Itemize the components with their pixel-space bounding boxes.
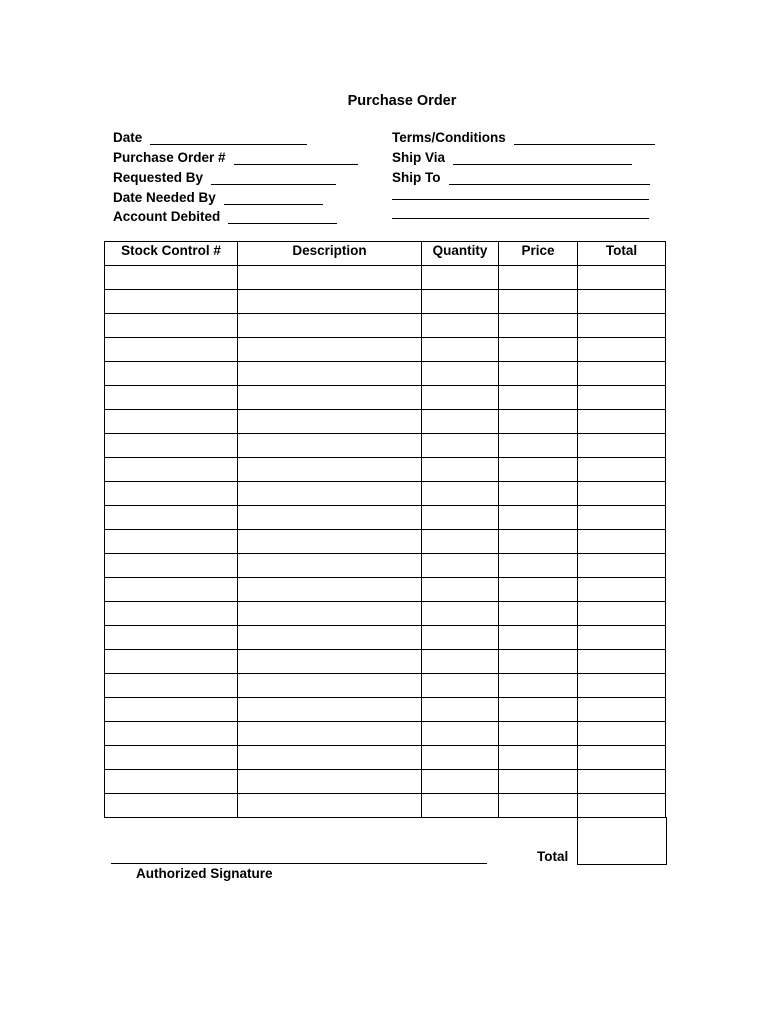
- ship-to-line-3[interactable]: [392, 218, 649, 219]
- total-cell[interactable]: [578, 794, 666, 818]
- header-total: Total: [578, 242, 666, 266]
- table-row: [105, 794, 666, 818]
- stock-control-cell[interactable]: [105, 506, 238, 530]
- description-cell[interactable]: [238, 626, 422, 650]
- quantity-cell[interactable]: [422, 722, 499, 746]
- description-cell[interactable]: [238, 482, 422, 506]
- price-cell[interactable]: [499, 482, 578, 506]
- requested-by-field[interactable]: [113, 167, 336, 185]
- stock-control-cell[interactable]: [105, 458, 238, 482]
- date-blank[interactable]: [150, 133, 307, 145]
- requested-by-label: Requested By: [113, 170, 204, 185]
- ship-via-field[interactable]: [392, 147, 632, 165]
- account-debited-label: Account Debited: [113, 209, 221, 224]
- description-cell[interactable]: [238, 338, 422, 362]
- purchase-order-number-label: Purchase Order #: [113, 150, 226, 165]
- account-debited-blank[interactable]: [228, 212, 337, 224]
- description-cell[interactable]: [238, 674, 422, 698]
- stock-control-cell[interactable]: [105, 362, 238, 386]
- table-row: [105, 626, 666, 650]
- table-row: [105, 362, 666, 386]
- description-cell[interactable]: [238, 410, 422, 434]
- quantity-cell[interactable]: [422, 386, 499, 410]
- price-cell[interactable]: [499, 770, 578, 794]
- table-row: [105, 746, 666, 770]
- quantity-cell[interactable]: [422, 314, 499, 338]
- table-header-row: [105, 242, 666, 266]
- description-cell[interactable]: [238, 554, 422, 578]
- table-row: [105, 650, 666, 674]
- total-cell[interactable]: [578, 770, 666, 794]
- quantity-cell[interactable]: [422, 554, 499, 578]
- total-cell[interactable]: [578, 290, 666, 314]
- date-needed-by-label: Date Needed By: [113, 190, 216, 205]
- price-cell[interactable]: [499, 434, 578, 458]
- stock-control-cell[interactable]: [105, 698, 238, 722]
- total-cell[interactable]: [578, 386, 666, 410]
- description-cell[interactable]: [238, 746, 422, 770]
- signature-label: Authorized Signature: [136, 866, 273, 881]
- quantity-cell[interactable]: [422, 410, 499, 434]
- total-cell[interactable]: [578, 482, 666, 506]
- price-cell[interactable]: [499, 338, 578, 362]
- date-needed-by-field[interactable]: [113, 187, 323, 205]
- quantity-cell[interactable]: [422, 362, 499, 386]
- stock-control-cell[interactable]: [105, 386, 238, 410]
- description-cell[interactable]: [238, 266, 422, 290]
- quantity-cell[interactable]: [422, 650, 499, 674]
- total-cell[interactable]: [578, 746, 666, 770]
- table-row: [105, 458, 666, 482]
- description-cell[interactable]: [238, 314, 422, 338]
- signature-line[interactable]: [111, 863, 487, 864]
- description-cell[interactable]: [238, 434, 422, 458]
- quantity-cell[interactable]: [422, 602, 499, 626]
- price-cell[interactable]: [499, 410, 578, 434]
- table-body: [105, 266, 666, 818]
- quantity-cell[interactable]: [422, 674, 499, 698]
- total-cell[interactable]: [578, 698, 666, 722]
- table-row: [105, 434, 666, 458]
- total-cell[interactable]: [578, 338, 666, 362]
- price-cell[interactable]: [499, 266, 578, 290]
- quantity-cell[interactable]: [422, 482, 499, 506]
- total-cell[interactable]: [578, 650, 666, 674]
- description-cell[interactable]: [238, 578, 422, 602]
- date-label: Date: [113, 130, 143, 145]
- ship-via-blank[interactable]: [453, 153, 632, 165]
- quantity-cell[interactable]: [422, 530, 499, 554]
- price-cell[interactable]: [499, 506, 578, 530]
- description-cell[interactable]: [238, 722, 422, 746]
- stock-control-cell[interactable]: [105, 746, 238, 770]
- price-cell[interactable]: [499, 578, 578, 602]
- date-field[interactable]: [113, 127, 307, 145]
- stock-control-cell[interactable]: [105, 650, 238, 674]
- header-quantity: Quantity: [422, 242, 499, 266]
- total-cell[interactable]: [578, 602, 666, 626]
- total-cell[interactable]: [578, 578, 666, 602]
- description-cell[interactable]: [238, 794, 422, 818]
- quantity-cell[interactable]: [422, 458, 499, 482]
- total-cell[interactable]: [578, 626, 666, 650]
- total-cell[interactable]: [578, 554, 666, 578]
- description-cell[interactable]: [238, 362, 422, 386]
- quantity-cell[interactable]: [422, 746, 499, 770]
- price-cell[interactable]: [499, 722, 578, 746]
- price-cell[interactable]: [499, 794, 578, 818]
- stock-control-cell[interactable]: [105, 290, 238, 314]
- table-row: [105, 674, 666, 698]
- terms-conditions-blank[interactable]: [514, 133, 655, 145]
- price-cell[interactable]: [499, 314, 578, 338]
- price-cell[interactable]: [499, 554, 578, 578]
- date-needed-by-blank[interactable]: [224, 193, 323, 205]
- quantity-cell[interactable]: [422, 626, 499, 650]
- table-row: [105, 554, 666, 578]
- purchase-order-number-blank[interactable]: [234, 153, 358, 165]
- table-row: [105, 530, 666, 554]
- table-row: [105, 722, 666, 746]
- description-cell[interactable]: [238, 506, 422, 530]
- total-cell[interactable]: [578, 530, 666, 554]
- table-row: [105, 482, 666, 506]
- price-cell[interactable]: [499, 698, 578, 722]
- price-cell[interactable]: [499, 530, 578, 554]
- price-cell[interactable]: [499, 290, 578, 314]
- description-cell[interactable]: [238, 602, 422, 626]
- total-cell[interactable]: [578, 722, 666, 746]
- stock-control-cell[interactable]: [105, 794, 238, 818]
- description-cell[interactable]: [238, 530, 422, 554]
- price-cell[interactable]: [499, 650, 578, 674]
- account-debited-field[interactable]: [113, 206, 337, 224]
- grand-total-box[interactable]: [577, 817, 667, 865]
- stock-control-cell[interactable]: [105, 674, 238, 698]
- price-cell[interactable]: [499, 602, 578, 626]
- description-cell[interactable]: [238, 290, 422, 314]
- quantity-cell[interactable]: [422, 794, 499, 818]
- description-cell[interactable]: [238, 770, 422, 794]
- stock-control-cell[interactable]: [105, 434, 238, 458]
- total-cell[interactable]: [578, 434, 666, 458]
- table-row: [105, 698, 666, 722]
- total-cell[interactable]: [578, 362, 666, 386]
- total-cell[interactable]: [578, 674, 666, 698]
- table-row: [105, 266, 666, 290]
- table-row: [105, 410, 666, 434]
- items-table: [104, 241, 666, 818]
- ship-to-label: Ship To: [392, 170, 441, 185]
- price-cell[interactable]: [499, 386, 578, 410]
- stock-control-cell[interactable]: [105, 482, 238, 506]
- description-cell[interactable]: [238, 698, 422, 722]
- stock-control-cell[interactable]: [105, 722, 238, 746]
- description-cell[interactable]: [238, 458, 422, 482]
- header-price: Price: [499, 242, 578, 266]
- purchase-order-number-field[interactable]: [113, 147, 358, 165]
- ship-to-blank[interactable]: [449, 173, 650, 185]
- table-row: [105, 338, 666, 362]
- quantity-cell[interactable]: [422, 506, 499, 530]
- quantity-cell[interactable]: [422, 266, 499, 290]
- price-cell[interactable]: [499, 362, 578, 386]
- terms-conditions-label: Terms/Conditions: [392, 130, 506, 145]
- quantity-cell[interactable]: [422, 434, 499, 458]
- price-cell[interactable]: [499, 626, 578, 650]
- quantity-cell[interactable]: [422, 770, 499, 794]
- requested-by-blank[interactable]: [211, 173, 336, 185]
- table-row: [105, 386, 666, 410]
- total-cell[interactable]: [578, 314, 666, 338]
- total-cell[interactable]: [578, 266, 666, 290]
- total-cell[interactable]: [578, 410, 666, 434]
- stock-control-cell[interactable]: [105, 554, 238, 578]
- header-description: Description: [238, 242, 422, 266]
- ship-to-field[interactable]: [392, 167, 650, 185]
- stock-control-cell[interactable]: [105, 530, 238, 554]
- stock-control-cell[interactable]: [105, 770, 238, 794]
- stock-control-cell[interactable]: [105, 266, 238, 290]
- stock-control-cell[interactable]: [105, 314, 238, 338]
- price-cell[interactable]: [499, 674, 578, 698]
- stock-control-cell[interactable]: [105, 410, 238, 434]
- quantity-cell[interactable]: [422, 578, 499, 602]
- stock-control-cell[interactable]: [105, 578, 238, 602]
- description-cell[interactable]: [238, 650, 422, 674]
- table-row: [105, 506, 666, 530]
- ship-via-label: Ship Via: [392, 150, 446, 165]
- header-stock-control: Stock Control #: [105, 242, 238, 266]
- stock-control-cell[interactable]: [105, 602, 238, 626]
- terms-conditions-field[interactable]: [392, 127, 655, 145]
- table-row: [105, 290, 666, 314]
- stock-control-cell[interactable]: [105, 338, 238, 362]
- description-cell[interactable]: [238, 386, 422, 410]
- price-cell[interactable]: [499, 746, 578, 770]
- price-cell[interactable]: [499, 458, 578, 482]
- total-cell[interactable]: [578, 458, 666, 482]
- quantity-cell[interactable]: [422, 698, 499, 722]
- table-row: [105, 578, 666, 602]
- table-row: [105, 314, 666, 338]
- grand-total-label: Total: [537, 849, 569, 864]
- quantity-cell[interactable]: [422, 338, 499, 362]
- stock-control-cell[interactable]: [105, 626, 238, 650]
- ship-to-line-2[interactable]: [392, 199, 649, 200]
- total-cell[interactable]: [578, 506, 666, 530]
- document-title: Purchase Order: [347, 93, 457, 109]
- table-row: [105, 770, 666, 794]
- quantity-cell[interactable]: [422, 290, 499, 314]
- table-row: [105, 602, 666, 626]
